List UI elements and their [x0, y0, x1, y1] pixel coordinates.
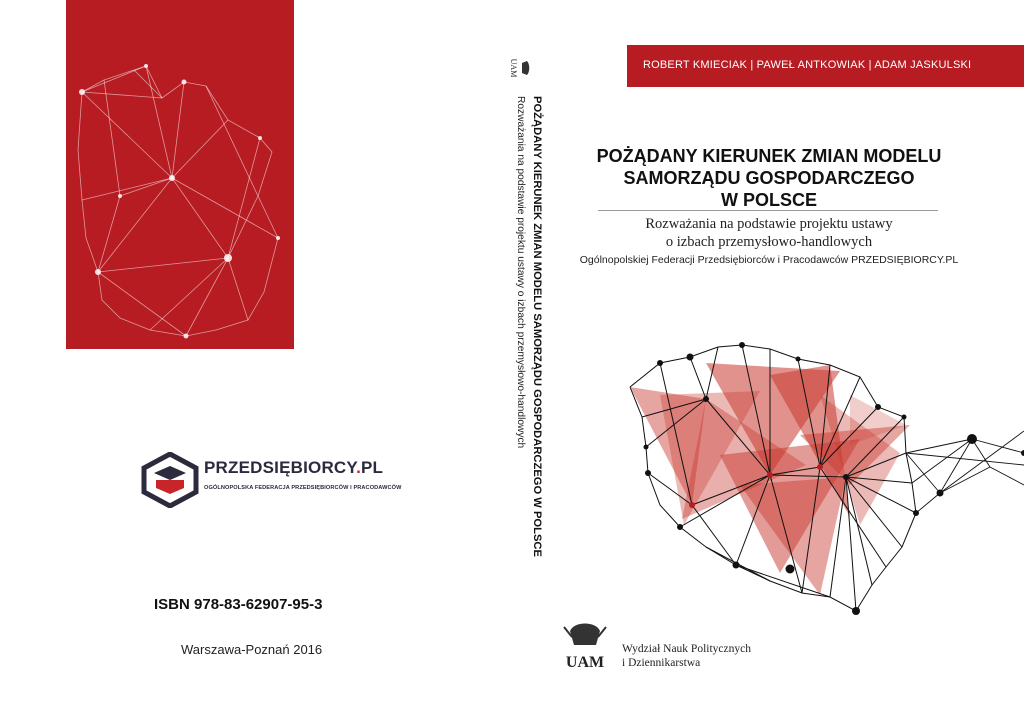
uam-spine-logo-icon: [506, 56, 532, 80]
title-divider: [598, 210, 938, 211]
poland-network-map-graphic: [620, 335, 1024, 615]
book-title-line: SAMORZĄDU GOSPODARCZEGO: [623, 168, 915, 188]
book-subtitle-line: Rozważania na podstawie projektu ustawy: [645, 216, 893, 232]
spine-subtitle: Rozważania na podstawie projektu ustawy o izbach przemysłowo-handlowych: [515, 96, 526, 449]
book-subtitle: [560, 215, 978, 251]
faculty-name: [622, 642, 751, 670]
network-lines-graphic: [66, 0, 294, 349]
faculty-name-line: i Dziennikarstwa: [622, 657, 701, 669]
uam-logo-text: UAM: [565, 654, 605, 671]
book-subtitle-organization: Ogólnopolskiej Federacji Przedsiębiorców i Pracodawców PRZEDSIĘBIORCY.PL: [579, 254, 959, 266]
book-title-line: W POLSCE: [720, 190, 817, 210]
spine-title: POŻĄDANY KIERUNEK ZMIAN MODELU SAMORZĄDU GOSPODARCZEGO W POLSCE: [531, 96, 543, 557]
uam-spine-logo-text: UAM: [509, 58, 518, 78]
place-and-year: Warszawa-Poznań 2016: [181, 642, 323, 657]
book-title-line: POŻĄDANY KIERUNEK ZMIAN MODELU: [596, 146, 942, 166]
faculty-name-line: Wydział Nauk Politycznych: [622, 643, 751, 655]
uam-logo-icon: [562, 619, 608, 671]
isbn: ISBN 978-83-62907-95-3: [154, 596, 323, 613]
book-title: [560, 145, 978, 211]
back-cover-red-panel: [66, 0, 294, 349]
przedsiebiorcy-logo-icon: [140, 452, 200, 508]
publisher-logo-tagline: OGÓLNOPOLSKA FEDERACJA PRZEDSIĘBIORCÓW I PRACODAWCÓW: [204, 485, 402, 491]
authors: ROBERT KMIECIAK | PAWEŁ ANTKOWIAK | ADAM JASKULSKI: [643, 59, 972, 71]
publisher-logo-name: PRZEDSIĘBIORCY.PL: [204, 458, 384, 477]
book-subtitle-line: o izbach przemysłowo-handlowych: [665, 234, 873, 250]
